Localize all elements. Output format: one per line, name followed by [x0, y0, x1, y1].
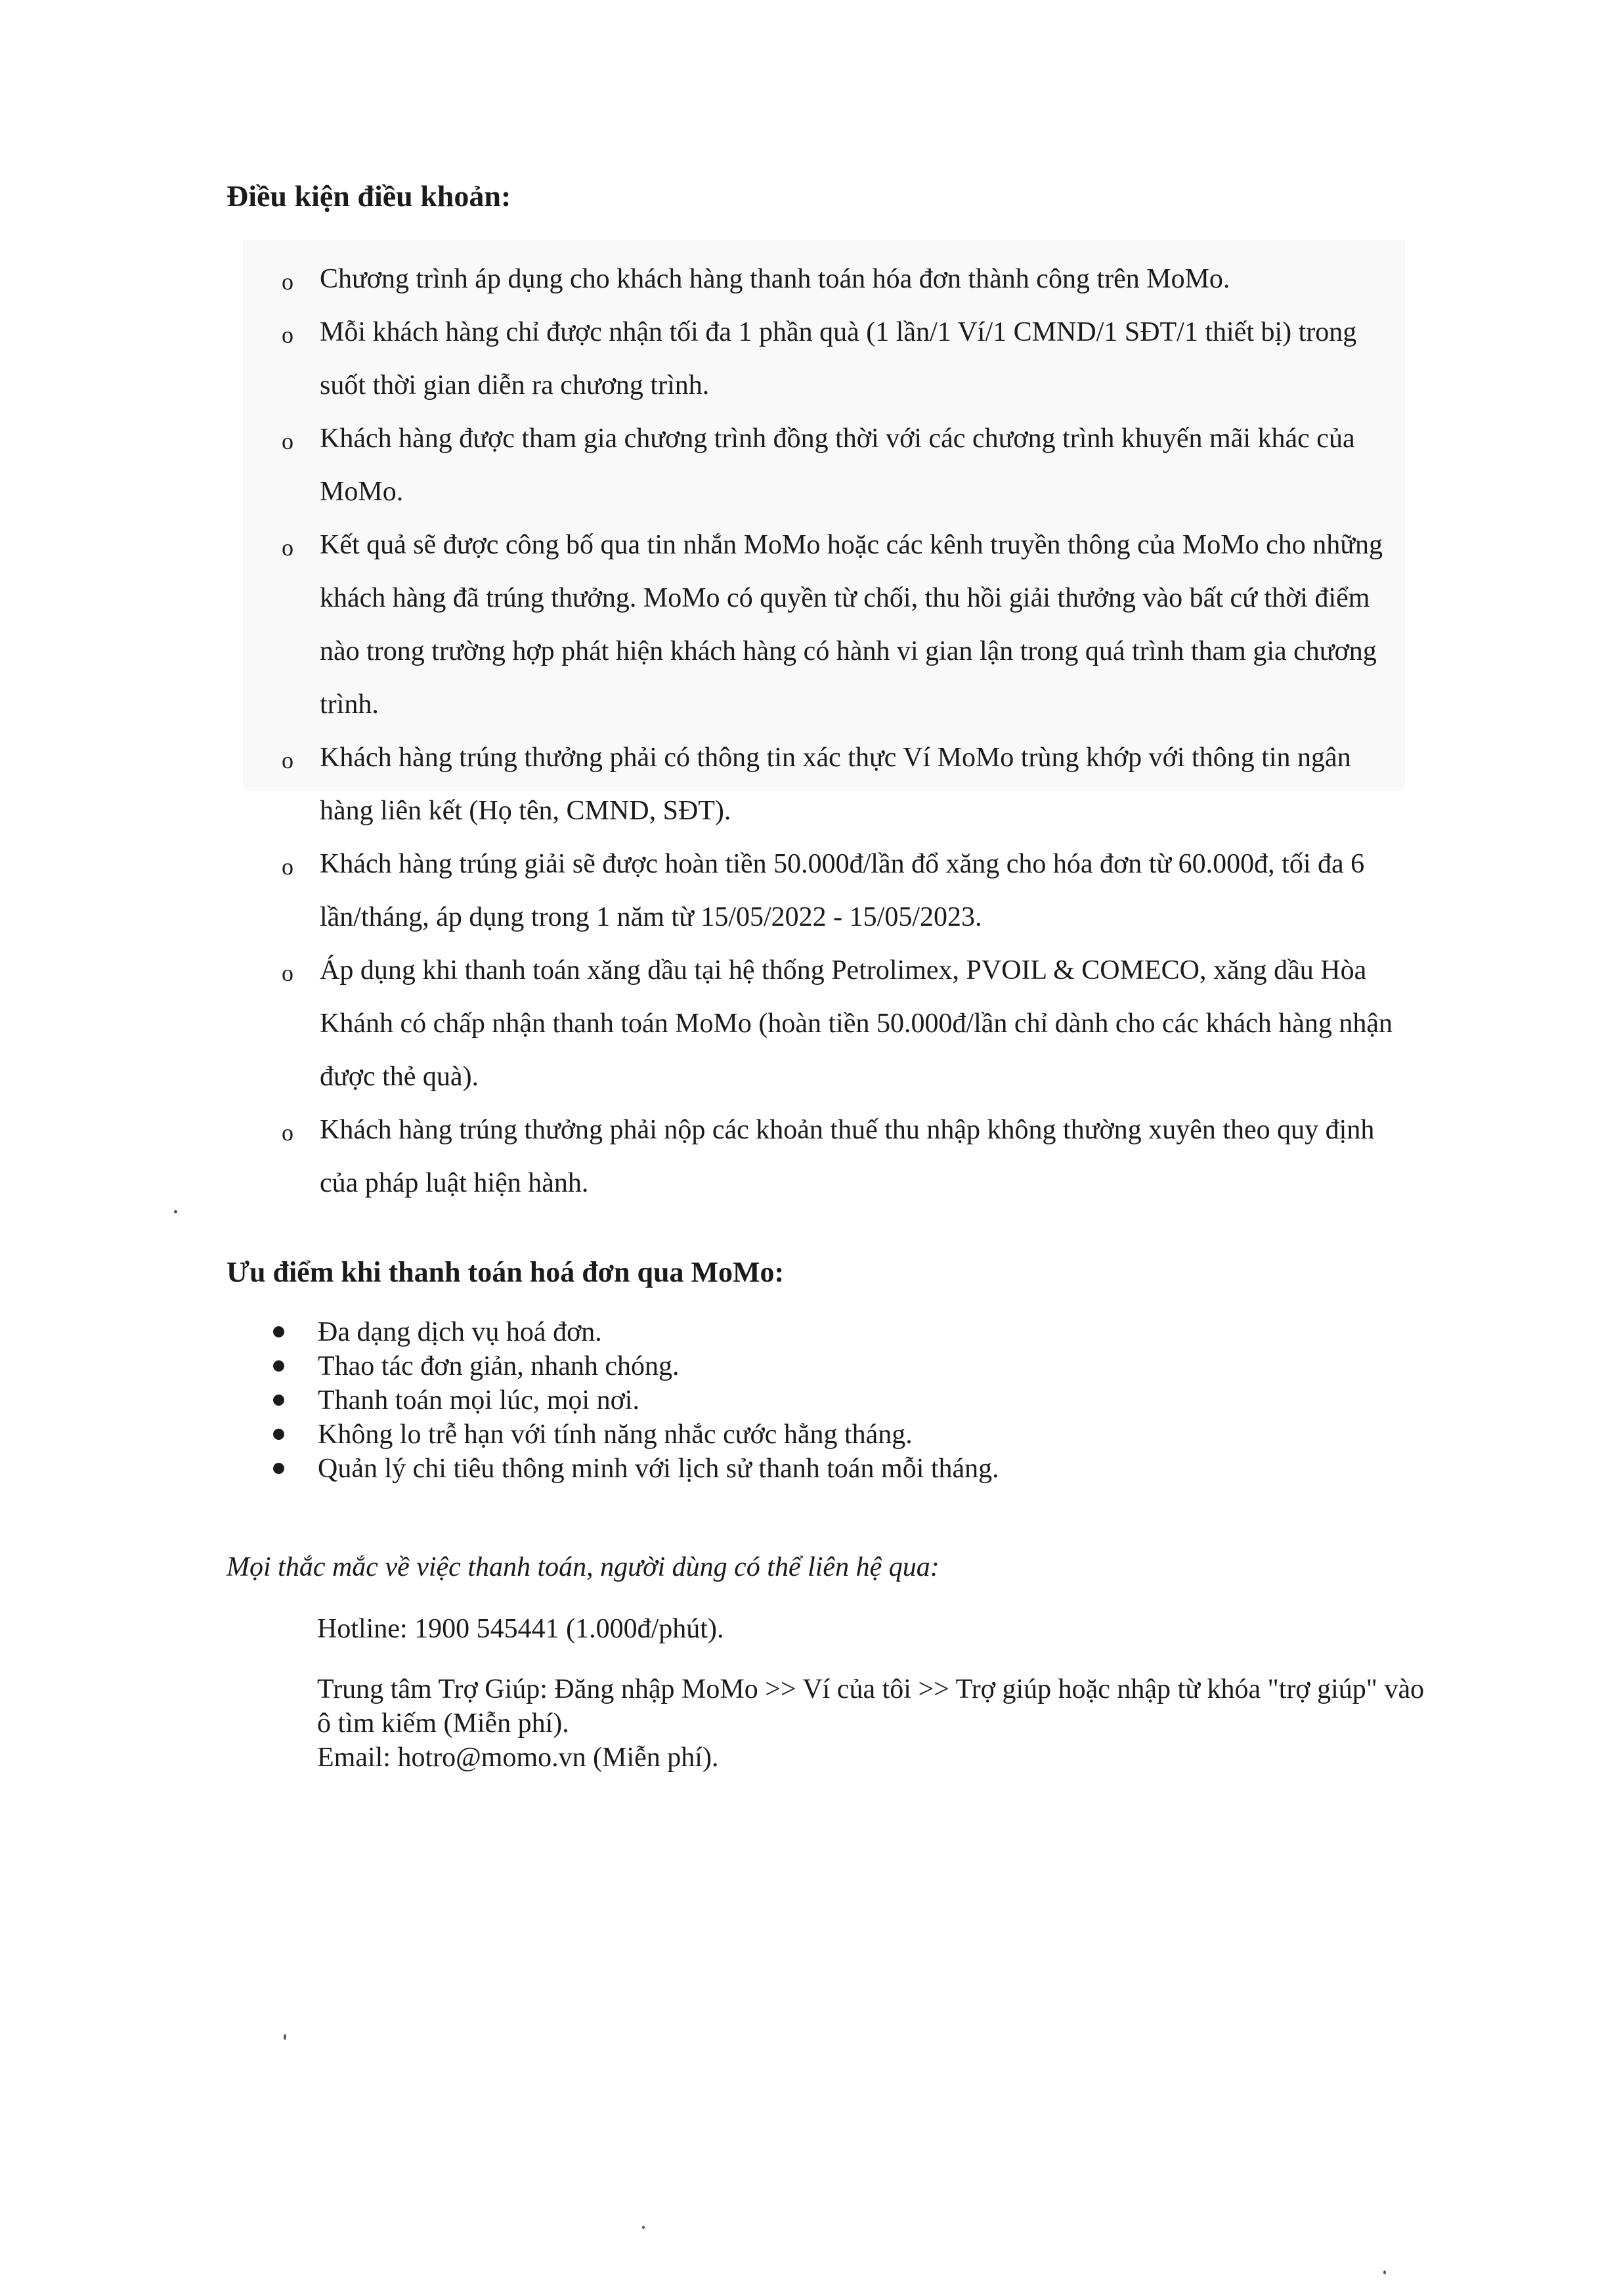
- circle-bullet-icon: o: [282, 269, 293, 295]
- advantage-item-text: Quản lý chi tiêu thông minh với lịch sử thanh toán mỗi tháng.: [318, 1454, 999, 1484]
- terms-item: [279, 731, 1395, 838]
- terms-item-text: Khách hàng trúng thưởng phải nộp các khoản thuế thu nhập không thường xuyên theo quy định của pháp luật hiện hành.: [320, 1115, 1375, 1198]
- bullet-dot-icon: [273, 1463, 284, 1474]
- terms-item: [279, 306, 1395, 412]
- advantages-heading: Ưu điểm khi thanh toán hoá đơn qua MoMo:: [227, 1256, 785, 1288]
- advantage-item-text: Thao tác đơn giản, nhanh chóng.: [318, 1351, 680, 1381]
- circle-bullet-icon: o: [282, 534, 293, 561]
- terms-list: [279, 253, 1395, 1210]
- scan-speck: [1383, 2270, 1386, 2274]
- advantage-item: [269, 1452, 1385, 1486]
- contact-intro: Mọi thắc mắc về việc thanh toán, người dùng có thể liên hệ qua:: [227, 1552, 940, 1582]
- circle-bullet-icon: o: [282, 428, 293, 454]
- scan-speck: [642, 2226, 645, 2229]
- terms-item-text: Khách hàng trúng thưởng phải có thông tin xác thực Ví MoMo trùng khớp với thông tin ngân hàng liên kết (Họ tên, CMND, SĐT).: [320, 743, 1351, 826]
- circle-bullet-icon: o: [282, 854, 293, 880]
- circle-bullet-icon: o: [282, 747, 293, 773]
- email-text: Email: hotro@momo.vn (Miễn phí).: [317, 1743, 719, 1773]
- advantage-item: [269, 1349, 1385, 1383]
- terms-item: [279, 519, 1395, 731]
- circle-bullet-icon: o: [282, 322, 293, 348]
- terms-item: [279, 412, 1395, 519]
- terms-heading: Điều kiện điều khoản:: [227, 179, 511, 213]
- circle-bullet-icon: o: [282, 1119, 293, 1146]
- terms-item-text: Áp dụng khi thanh toán xăng dầu tại hệ thống Petrolimex, PVOIL & COMECO, xăng dầu Hòa Khánh có chấp nhận thanh toán MoMo (hoàn tiền 50.000đ/lần chỉ dành cho các khách hàng nhận được thẻ quà).: [320, 955, 1393, 1092]
- advantage-item: [269, 1418, 1385, 1452]
- scan-speck: [284, 2034, 286, 2040]
- bullet-dot-icon: [273, 1360, 284, 1372]
- contact-block: [317, 1612, 1433, 1775]
- advantage-item-text: Thanh toán mọi lúc, mọi nơi.: [318, 1385, 639, 1416]
- terms-item: [279, 944, 1395, 1104]
- help-center-text: Trung tâm Trợ Giúp: Đăng nhập MoMo >> Ví của tôi >> Trợ giúp hoặc nhập từ khóa "trợ giúp" vào ô tìm kiếm (Miễn phí).: [317, 1674, 1425, 1739]
- advantage-item: [269, 1383, 1385, 1418]
- advantage-item: [269, 1315, 1385, 1349]
- terms-item-text: Kết quả sẽ được công bố qua tin nhắn MoMo hoặc các kênh truyền thông của MoMo cho những khách hàng đã trúng thưởng. MoMo có quyền từ chối, thu hồi giải thưởng vào bất cứ thời điểm nào trong trường hợp phát hiện khách hàng có hành vi gian lận trong quá trình tham gia chương trình.: [320, 530, 1383, 720]
- advantages-list: [269, 1315, 1385, 1486]
- terms-item-text: Mỗi khách hàng chỉ được nhận tối đa 1 phần quà (1 lần/1 Ví/1 CMND/1 SĐT/1 thiết bị) trong suốt thời gian diễn ra chương trình.: [320, 317, 1357, 401]
- terms-item-text: Chương trình áp dụng cho khách hàng thanh toán hóa đơn thành công trên MoMo.: [320, 264, 1230, 294]
- hotline-text: Hotline: 1900 545441 (1.000đ/phút).: [317, 1614, 724, 1644]
- terms-item: [279, 838, 1395, 944]
- terms-item-text: Khách hàng trúng giải sẽ được hoàn tiền 50.000đ/lần đổ xăng cho hóa đơn từ 60.000đ, tối đa 6 lần/tháng, áp dụng trong 1 năm từ 15/05/2022 - 15/05/2023.: [320, 849, 1365, 932]
- scan-speck: [174, 1210, 177, 1213]
- bullet-dot-icon: [273, 1326, 284, 1337]
- terms-item-text: Khách hàng được tham gia chương trình đồng thời với các chương trình khuyến mãi khác của MoMo.: [320, 423, 1355, 507]
- bullet-dot-icon: [273, 1395, 284, 1406]
- advantage-item-text: Đa dạng dịch vụ hoá đơn.: [318, 1317, 602, 1347]
- circle-bullet-icon: o: [282, 960, 293, 986]
- terms-item: [279, 253, 1395, 306]
- bullet-dot-icon: [273, 1429, 284, 1440]
- advantage-item-text: Không lo trễ hạn với tính năng nhắc cước hằng tháng.: [318, 1419, 913, 1450]
- terms-item: [279, 1104, 1395, 1210]
